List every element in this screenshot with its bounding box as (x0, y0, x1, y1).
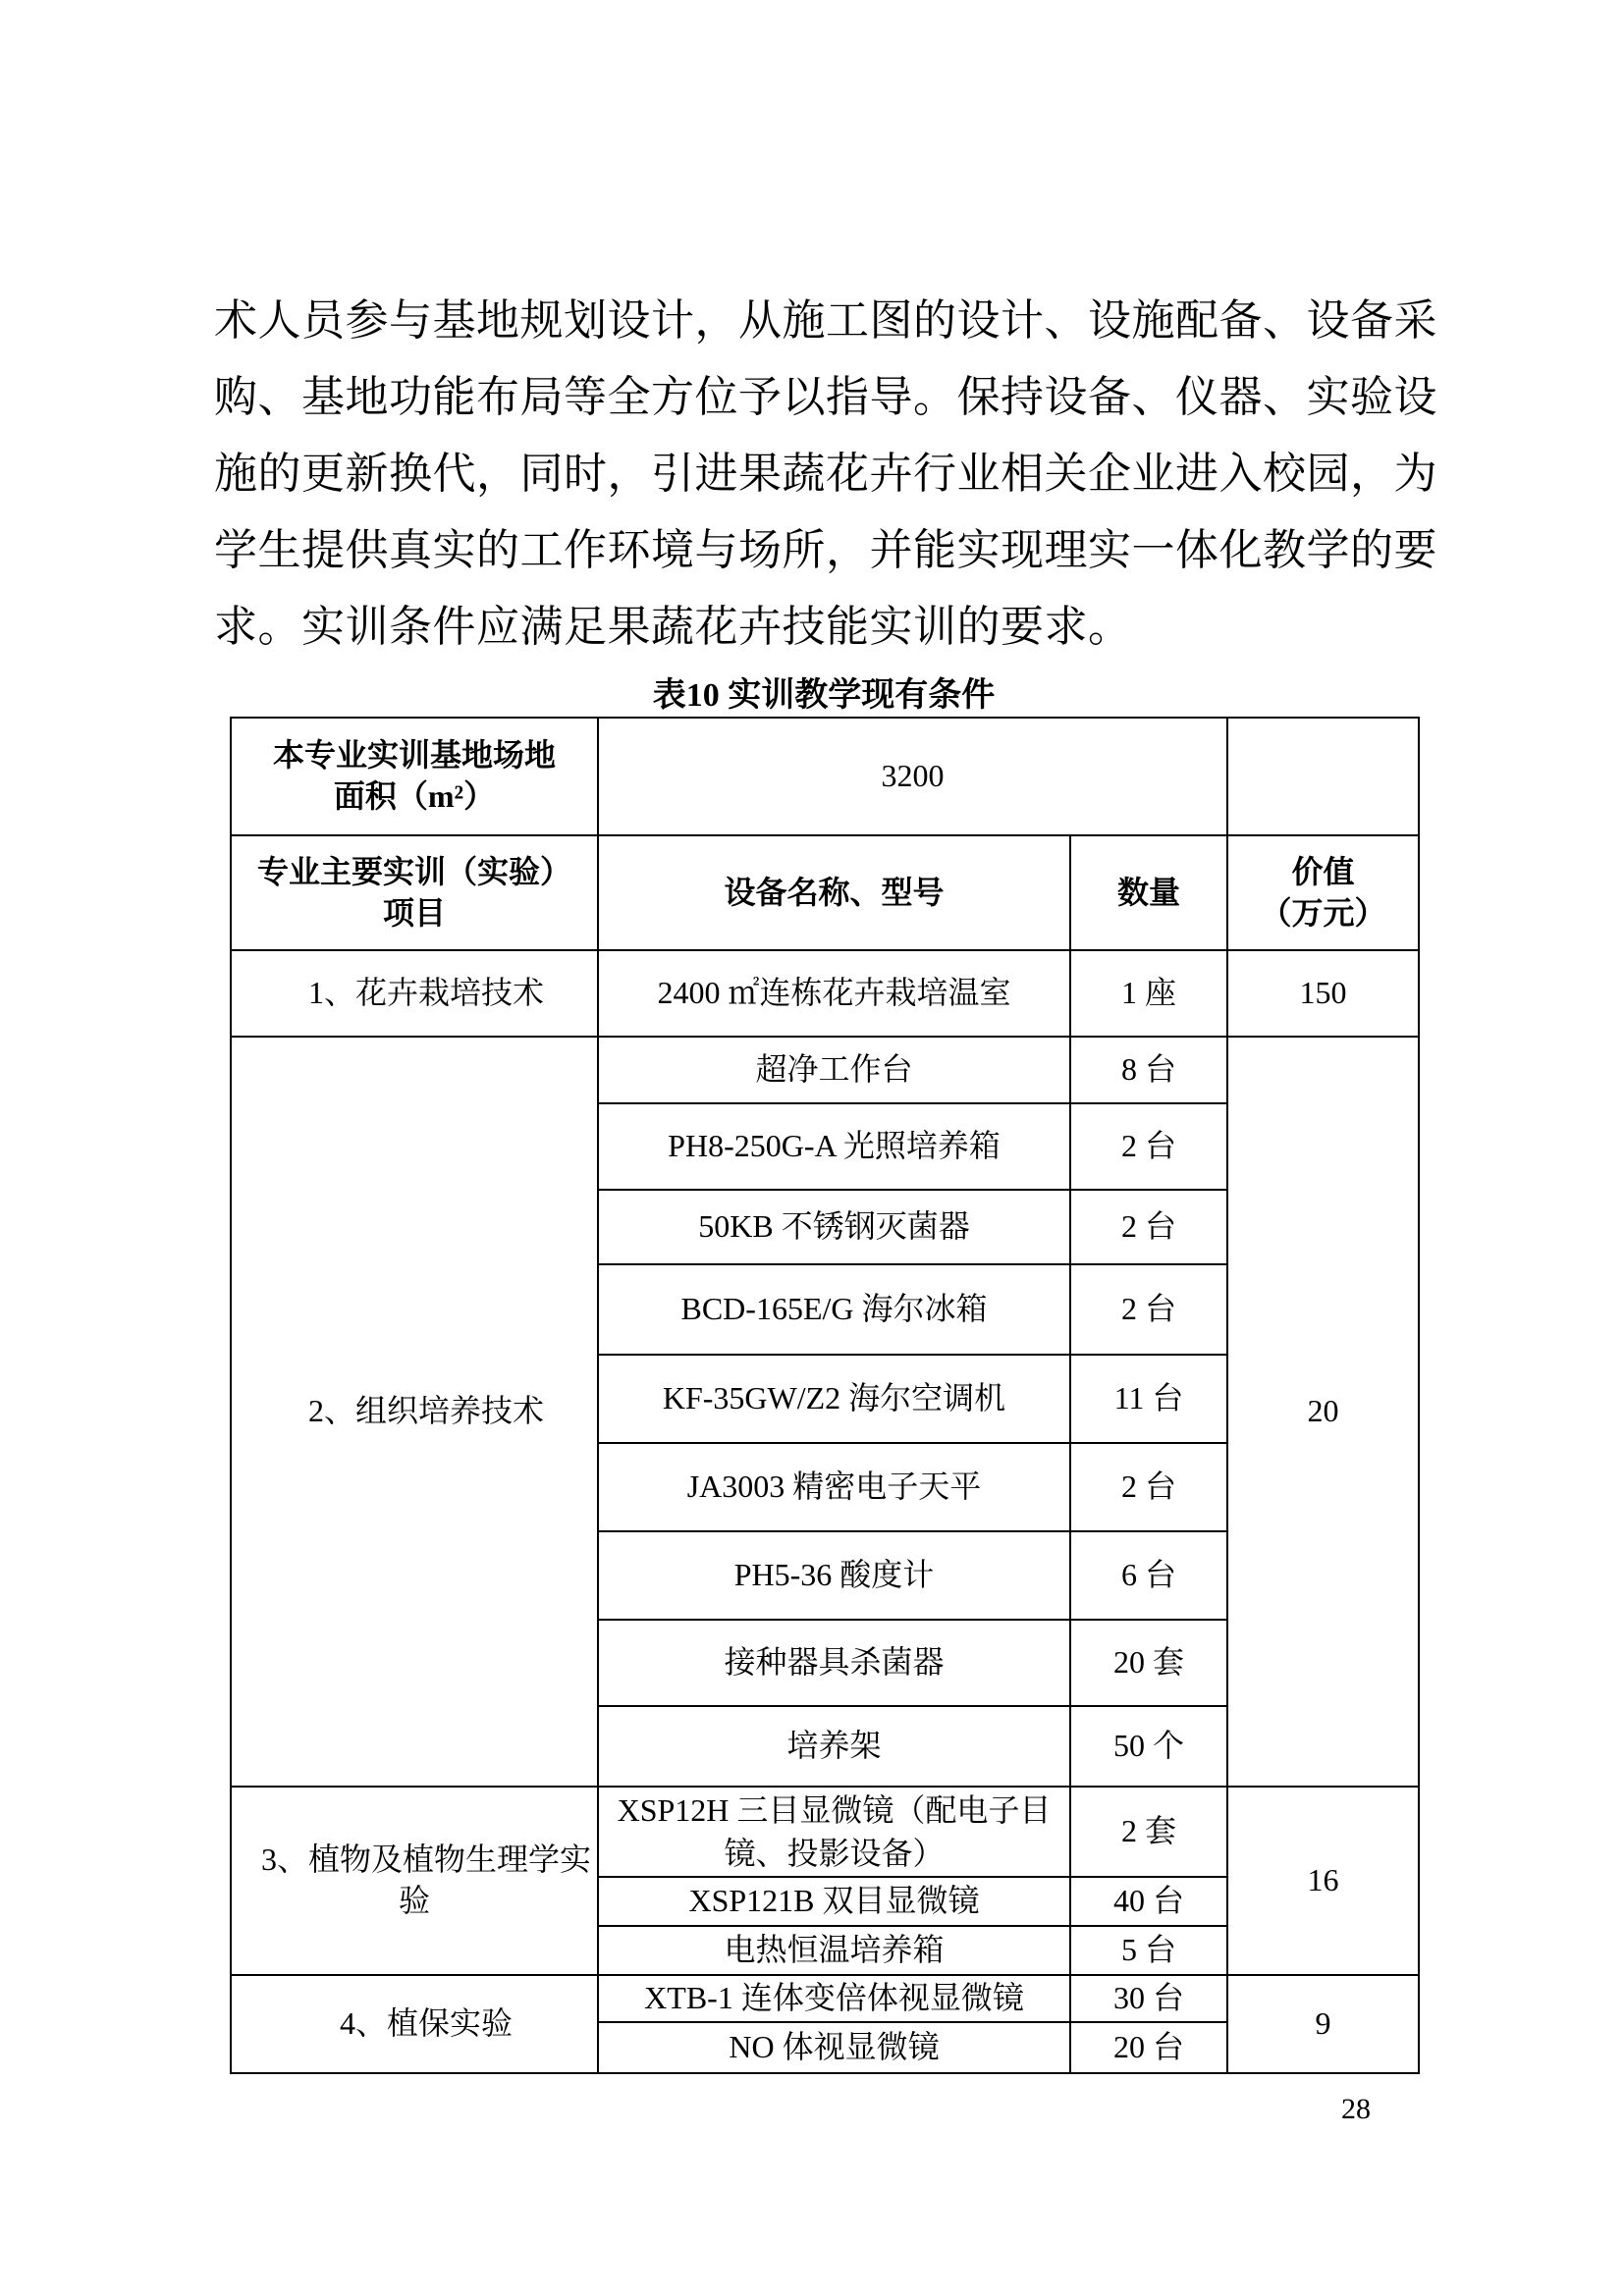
paragraph-line: 学生提供真实的工作环境与场所，并能实现理实一体化教学的要 (214, 526, 1437, 574)
qty-cell: 2 台 (1070, 1264, 1227, 1355)
project-cell: 2、组织培养技术 (231, 1037, 598, 1787)
device-line: 镜、投影设备） (724, 1836, 945, 1871)
table-header-row (231, 835, 1419, 950)
device-cell: KF-35GW/Z2 海尔空调机 (598, 1355, 1070, 1443)
header-value-cell (1227, 835, 1419, 950)
qty-cell: 50 个 (1070, 1706, 1227, 1787)
paragraph-line: 术人员参与基地规划设计，从施工图的设计、设施配备、设备采 (214, 296, 1437, 345)
header-project-line: 专业主要实训（实验） (256, 853, 571, 889)
device-cell (598, 1787, 1070, 1877)
qty-cell: 2 台 (1070, 1103, 1227, 1190)
qty-cell: 8 台 (1070, 1037, 1227, 1103)
qty-cell: 1 座 (1070, 950, 1227, 1037)
table-row (231, 718, 1419, 835)
project-cell: 4、植保实验 (231, 1975, 598, 2073)
project-cell: 3、植物及植物生理学实验 (231, 1787, 598, 1975)
qty-cell: 20 套 (1070, 1620, 1227, 1706)
device-cell: PH5-36 酸度计 (598, 1531, 1070, 1620)
area-empty-cell (1227, 718, 1419, 835)
header-value-line: 价值 (1291, 853, 1355, 889)
qty-cell: 40 台 (1070, 1877, 1227, 1926)
area-value-cell: 3200 (598, 718, 1227, 835)
qty-cell: 30 台 (1070, 1975, 1227, 2022)
device-cell: 50KB 不锈钢灭菌器 (598, 1190, 1070, 1264)
value-cell: 20 (1227, 1037, 1419, 1787)
device-cell: 2400 ㎡连栋花卉栽培温室 (598, 950, 1070, 1037)
qty-cell: 2 台 (1070, 1443, 1227, 1531)
device-cell: 超净工作台 (598, 1037, 1070, 1103)
header-value-line: （万元） (1260, 894, 1386, 931)
body-paragraph (214, 283, 1451, 666)
header-project-line: 项目 (382, 894, 446, 931)
table-row (231, 950, 1419, 1037)
area-label-line: 面积（m²） (333, 778, 496, 814)
value-cell: 150 (1227, 950, 1419, 1037)
header-qty-cell: 数量 (1070, 835, 1227, 950)
paragraph-line: 购、基地功能布局等全方位予以指导。保持设备、仪器、实验设 (214, 373, 1437, 421)
table-title: 表10 实训教学现有条件 (652, 677, 996, 714)
header-device-cell: 设备名称、型号 (598, 835, 1070, 950)
training-conditions-table (230, 717, 1420, 2074)
paragraph-line: 施的更新换代，同时，引进果蔬花卉行业相关企业进入校园，为 (214, 450, 1437, 498)
value-cell: 9 (1227, 1975, 1419, 2073)
qty-cell: 5 台 (1070, 1926, 1227, 1975)
device-cell: JA3003 精密电子天平 (598, 1443, 1070, 1531)
page-number: 28 (1341, 2093, 1371, 2125)
device-cell: XTB-1 连体变倍体视显微镜 (598, 1975, 1070, 2022)
area-label-line: 本专业实训基地场地 (272, 737, 556, 774)
device-line: XSP12H 三目显微镜（配电子目 (617, 1792, 1052, 1828)
qty-cell: 20 台 (1070, 2022, 1227, 2073)
device-cell: BCD-165E/G 海尔冰箱 (598, 1264, 1070, 1355)
device-cell: 电热恒温培养箱 (598, 1926, 1070, 1975)
value-cell: 16 (1227, 1787, 1419, 1975)
qty-cell: 2 套 (1070, 1787, 1227, 1877)
header-project-cell (231, 835, 598, 950)
device-cell: 培养架 (598, 1706, 1070, 1787)
qty-cell: 11 台 (1070, 1355, 1227, 1443)
table-row (231, 1037, 1419, 1103)
paragraph-line: 求。实训条件应满足果蔬花卉技能实训的要求。 (214, 603, 1132, 651)
device-cell: XSP121B 双目显微镜 (598, 1877, 1070, 1926)
device-cell: PH8-250G-A 光照培养箱 (598, 1103, 1070, 1190)
table-row (231, 1975, 1419, 2022)
qty-cell: 6 台 (1070, 1531, 1227, 1620)
device-cell: NO 体视显微镜 (598, 2022, 1070, 2073)
table-row (231, 1787, 1419, 1877)
area-label-cell (231, 718, 598, 835)
device-cell: 接种器具杀菌器 (598, 1620, 1070, 1706)
qty-cell: 2 台 (1070, 1190, 1227, 1264)
project-cell: 1、花卉栽培技术 (231, 950, 598, 1037)
